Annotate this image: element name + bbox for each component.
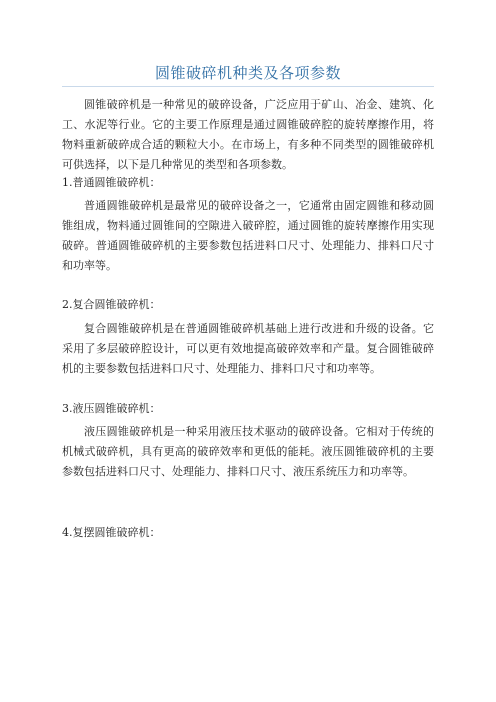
- section-heading-2: 2.复合圆锥破碎机：: [62, 298, 161, 311]
- section-heading-1: 1.普通圆锥破碎机：: [62, 176, 161, 189]
- section-body-3: 液压圆锥破碎机是一种采用液压技术驱动的破碎设备。它相对于传统的机械式破碎机，具有更高的破碎效率和更低的能耗。液压圆锥破碎机的主要参数包括进料口尺寸、处理能力、排料口尺寸、液压系统压力和功率等。: [62, 425, 434, 478]
- title-divider: [62, 86, 434, 87]
- intro-paragraph: 圆锥破碎机是一种常见的破碎设备，广泛应用于矿山、冶金、建筑、化工、水泥等行业。它的主要工作原理是通过圆锥破碎腔的旋转摩擦作用，将物料重新破碎成合适的颗粒大小。在市场上，有多种不同类型的圆锥破碎机可供选择，以下是几种常见的类型和各项参数。: [62, 98, 434, 171]
- section-body-2: 复合圆锥破碎机是在普通圆锥破碎机基础上进行改进和升级的设备。它采用了多层破碎腔设计，可以更有效地提高破碎效率和产量。复合圆锥破碎机的主要参数包括进料口尺寸、处理能力、排料口尺寸和功率等。: [62, 322, 434, 375]
- section-heading-3: 3.液压圆锥破碎机：: [62, 402, 161, 415]
- section-heading-4: 4.复摆圆锥破碎机：: [62, 526, 161, 539]
- document-title: 圆锥破碎机种类及各项参数: [154, 64, 341, 82]
- section-body-1: 普通圆锥破碎机是最常见的破碎设备之一，它通常由固定圆锥和移动圆锥组成，物料通过圆锥间的空隙进入破碎腔，通过圆锥的旋转摩擦作用实现破碎。普通圆锥破碎机的主要参数包括进料口尺寸、处理能力、排料口尺寸和功率等。: [62, 199, 434, 272]
